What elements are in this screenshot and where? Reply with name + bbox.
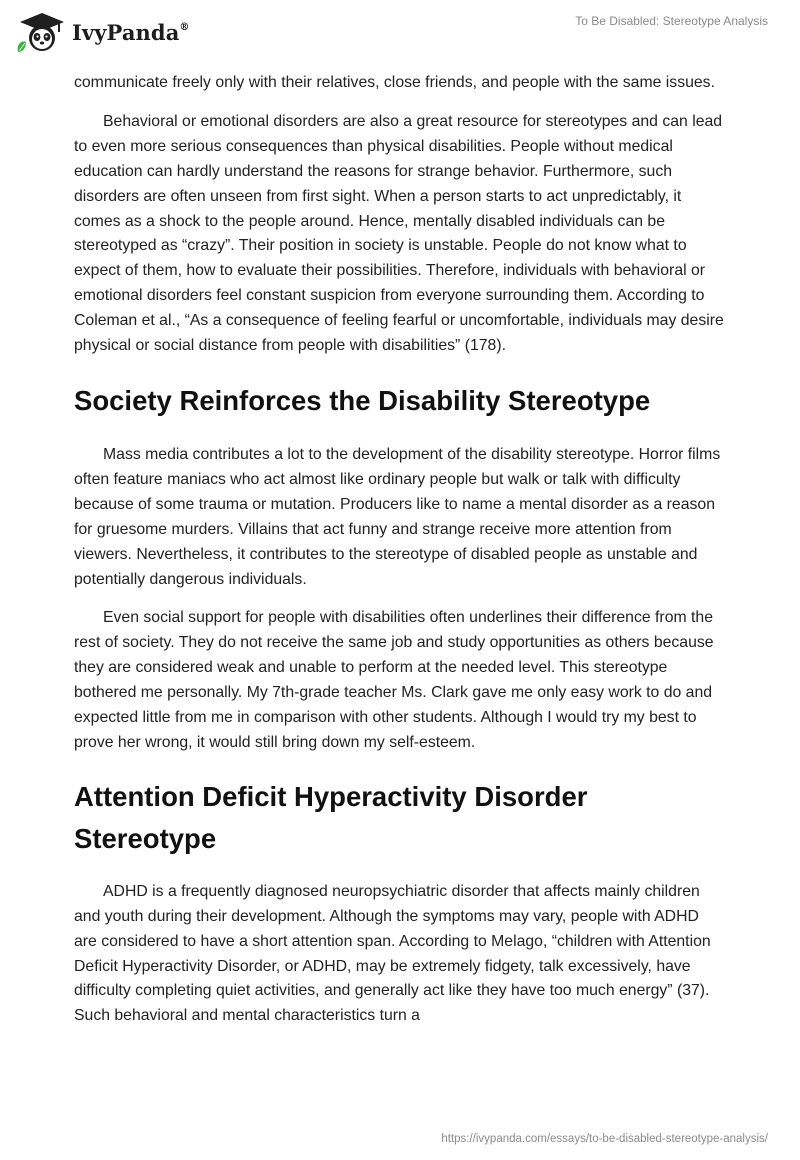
- section-heading-adhd: Attention Deficit Hyperactivity Disorder Stereotype: [74, 780, 588, 854]
- panda-graduate-icon: [14, 10, 66, 54]
- paragraph-mass-media: Mass media contributes a lot to the development of the disability stereotype. Horror films often feature maniacs who act almost like ordinary people but walk or talk with difficulty because of some trauma or mutation. Producers like to name a mental disorder as a reason for gruesome murders. Villains that act funny and strange receive more attention from viewers. Nevertheless, it contributes to the stereotype of disabled people as unstable and potentially dangerous individuals.: [74, 445, 721, 588]
- page-header: [0, 0, 800, 66]
- logo-text: IvyPanda®: [72, 19, 190, 45]
- paragraph-behavioral-disorders: Behavioral or emotional disorders are also a great resource for stereotypes and can lead to even more serious consequences than physical disabilities. People without medical education can hardly understand the reasons for strange behavior. Furthermore, such disorders are often unseen from first sight. When a person starts to act unpredictably, it comes as a shock to the people around. Hence, mentally disabled individuals can be stereotyped as “crazy”. Their position in society is unstable. People do not know what to expect of them, how to evaluate their possibilities. Therefore, individuals with behavioral or emotional disorders feel constant suspicion from everyone surrounding them. According to Coleman et al., “As a consequence of feeling fearful or uncomfortable, individuals may desire physical or social distance from people with disabilities” (178).: [74, 112, 724, 355]
- document-title: To Be Disabled: Stereotype Analysis: [575, 14, 768, 28]
- ivypanda-logo[interactable]: [14, 10, 190, 54]
- paragraph-adhd: ADHD is a frequently diagnosed neuropsychiatric disorder that affects mainly children and youth during their development. Although the symptoms may vary, people with ADHD are considered to have a short attention span. According to Melago, “children with Attention Deficit Hyperactivity Disorder, or ADHD, may be extremely fidgety, talk excessively, have difficulty completing quiet activities, and generally act like they have too much energy” (37). Such behavioral and mental characteristics turn a: [74, 882, 711, 1025]
- essay-body: [74, 71, 726, 1043]
- paragraph-continued: communicate freely only with their relatives, close friends, and people with the same issues.: [74, 74, 715, 91]
- section-heading-society: Society Reinforces the Disability Stereotype: [74, 384, 651, 416]
- paragraph-social-support: Even social support for people with disabilities often underlines their difference from the rest of society. They do not receive the same job and study opportunities as others because they are considered weak and unable to perform at the needed level. This stereotype bothered me personally. My 7th-grade teacher Ms. Clark gave me only easy work to do and expected little from me in comparison with other students. Although I would try my best to prove her wrong, it would still bring down my self-esteem.: [74, 609, 714, 751]
- source-url[interactable]: https://ivypanda.com/essays/to-be-disabled-stereotype-analysis/: [441, 1133, 768, 1145]
